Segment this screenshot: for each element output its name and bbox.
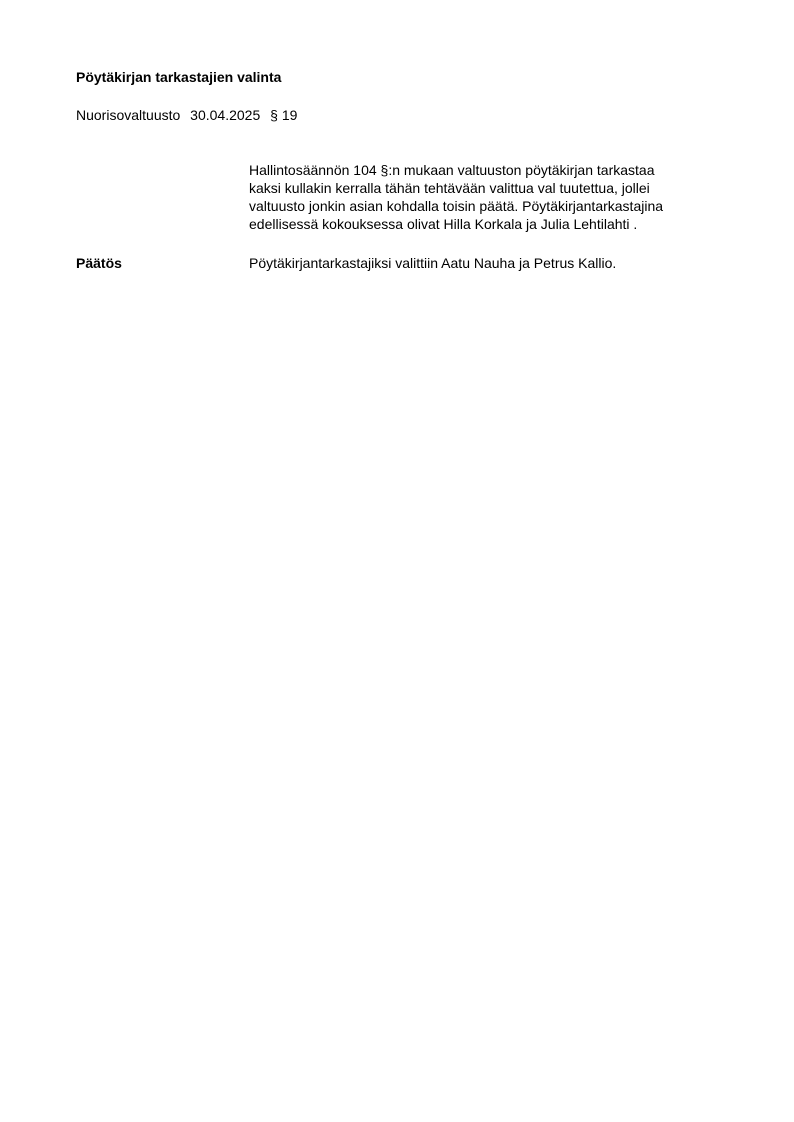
- document-title: Pöytäkirjan tarkastajien valinta: [76, 69, 282, 85]
- meeting-meta: [76, 106, 297, 124]
- body-paragraph: [249, 161, 729, 233]
- body-line: valtuusto jonkin asian kohdalla toisin päätä. Pöytäkirjantarkastajina: [249, 198, 664, 214]
- meeting-body-name: Nuorisovaltuusto: [76, 107, 181, 123]
- body-line: kaksi kullakin kerralla tähän tehtävään valittua val tuutettua, jollei: [249, 180, 650, 196]
- decision-text: Pöytäkirjantarkastajiksi valittiin Aatu Nauha ja Petrus Kallio.: [249, 255, 617, 271]
- decision-label: Päätös: [76, 255, 122, 271]
- meeting-date: 30.04.2025: [190, 107, 261, 123]
- body-line: edellisessä kokouksessa olivat Hilla Korkala ja Julia Lehtilahti .: [249, 216, 638, 232]
- meeting-section: § 19: [270, 107, 298, 123]
- body-line: Hallintosäännön 104 §:n mukaan valtuuston pöytäkirjan tarkastaa: [249, 162, 655, 178]
